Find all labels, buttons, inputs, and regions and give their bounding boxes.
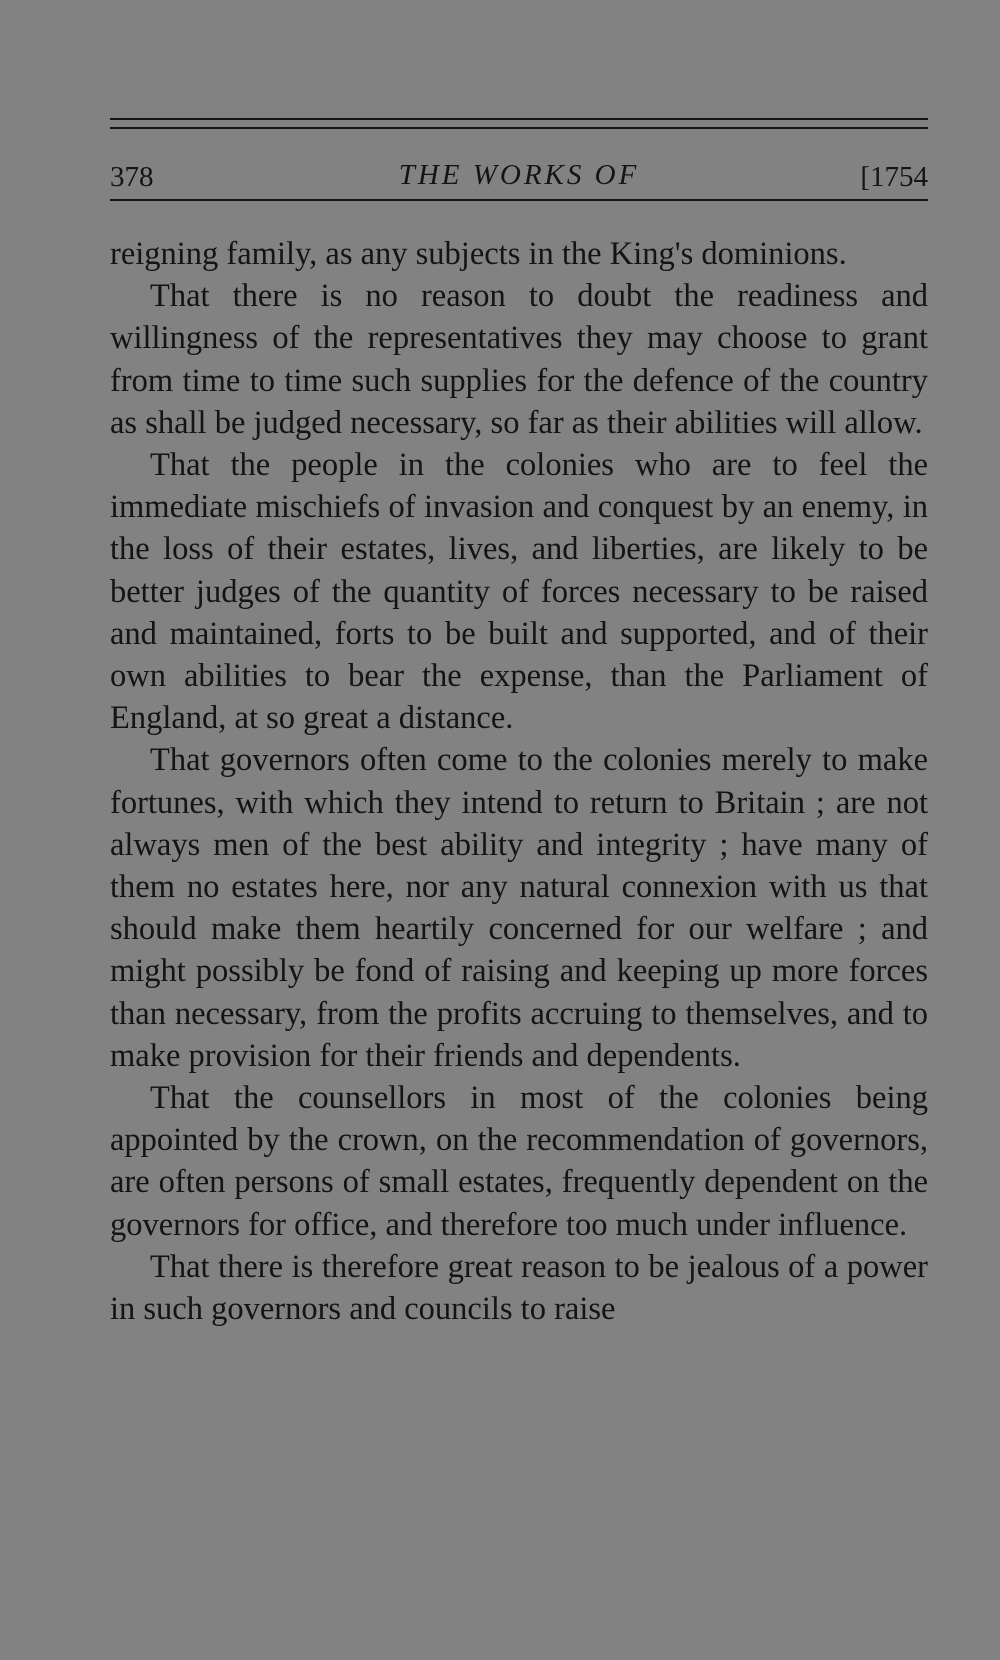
header-rule-top [110, 118, 928, 120]
paragraph: That the counsellors in most of the colonies being appointed by the crown, on the recommendation of governors, are often persons of small estates, frequently dependent on the governors for office, and therefore too much under influence. [110, 1080, 928, 1243]
paragraph: That there is no reason to doubt the readiness and willingness of the representatives they may choose to grant from time to time such supplies for the defence of the country as shall be judged necessary, so far as their abilities will allow. [110, 278, 928, 441]
paragraph: That there is therefore great reason to be jealous of a power in such governors and councils to raise [110, 1248, 928, 1328]
page-number: 378 [110, 161, 154, 193]
body-text [110, 233, 928, 1330]
year-marker: [1754 [860, 161, 928, 193]
paragraph-continued: reigning family, as any subjects in the King's dominions. [110, 236, 847, 272]
running-head [110, 129, 928, 199]
paragraph: That governors often come to the colonies merely to make fortunes, with which they intend to return to Britain ; are not always men of the best ability and integrity ; have many of them no estates here, nor any natural connexion with us that should make them heartily concerned for our welfare ; and might possibly be fond of raising and keeping up more forces than necessary, from the profits accruing to themselves, and to make provision for their friends and dependents. [110, 742, 928, 1074]
running-title: THE WORKS OF [398, 159, 640, 191]
paragraph: That the people in the colonies who are to feel the immediate mischiefs of invasion and conquest by an enemy, in the loss of their estates, lives, and liberties, are likely to be better judges of the quantity of forces necessary to be raised and maintained, forts to be built and supported, and of their own abilities to bear the expense, than the Parliament of England, at so great a distance. [110, 447, 928, 737]
book-page [110, 118, 928, 1330]
header-rule-bottom [110, 199, 928, 201]
